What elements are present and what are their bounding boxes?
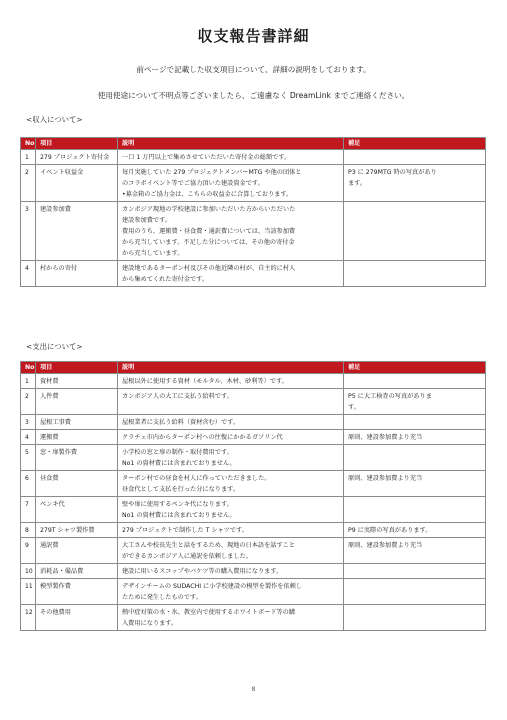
row-number: 2 bbox=[21, 165, 36, 202]
intro-line-2: 使用使途について不明点等ございましたら、ご遠慮なく DreamLink までご連絡ください。 bbox=[97, 91, 410, 100]
row-number: 3 bbox=[21, 415, 36, 430]
table-row bbox=[21, 374, 486, 389]
row-note bbox=[344, 523, 486, 538]
table-row bbox=[21, 202, 486, 261]
table-row bbox=[21, 430, 486, 445]
row-description bbox=[118, 165, 344, 202]
row-note bbox=[344, 430, 486, 445]
page-title: 収支報告書詳細 bbox=[197, 27, 310, 45]
income-table bbox=[20, 137, 486, 287]
row-description bbox=[118, 430, 344, 445]
row-note bbox=[344, 564, 486, 579]
description-line: 大工さんや校長先生と話をするため、現地の日本語を話すこと bbox=[122, 541, 296, 549]
row-note bbox=[344, 374, 486, 389]
row-item: 模型製作費 bbox=[36, 579, 118, 605]
row-description bbox=[118, 202, 344, 261]
row-item: 資材費 bbox=[36, 374, 118, 389]
row-item: 屋根工事費 bbox=[36, 415, 118, 430]
row-description bbox=[118, 261, 344, 287]
row-note bbox=[344, 579, 486, 605]
description-line: クラチェ市内からターポン村への往復にかかるガソリン代 bbox=[122, 433, 283, 441]
note-line: P9 に実際の写真があります。 bbox=[348, 526, 432, 534]
row-number: 4 bbox=[21, 261, 36, 287]
row-number: 3 bbox=[21, 202, 36, 261]
header-description: 説明 bbox=[118, 362, 344, 374]
row-description bbox=[118, 579, 344, 605]
row-description bbox=[118, 564, 344, 579]
header-no: No bbox=[21, 138, 36, 150]
header-description: 説明 bbox=[118, 138, 344, 150]
intro-line-1: 前ページで記載した収支項目について、詳細の説明をしております。 bbox=[136, 65, 371, 74]
description-line: カンボジア現地の学校建設に参加いただいた方からいただいた bbox=[122, 205, 296, 213]
description-line: 建設参加費です。 bbox=[122, 216, 172, 224]
description-line: のコラボイベント等でご協力頂いた建設資金です。 bbox=[122, 179, 264, 187]
page-number: 8 bbox=[251, 686, 256, 693]
header-note: 補足 bbox=[344, 362, 486, 374]
row-note bbox=[344, 202, 486, 261]
row-item: イベント収益金 bbox=[36, 165, 118, 202]
description-line: 建設に用いるスコップやバケツ等の購入費用になります。 bbox=[122, 567, 283, 575]
row-item: 消耗品・備品費 bbox=[36, 564, 118, 579]
row-number: 11 bbox=[21, 579, 36, 605]
description-line: たために発生したものです。 bbox=[122, 593, 202, 601]
description-line: ができるカンボジア人に通訳を依頼しました。 bbox=[122, 552, 252, 560]
row-number: 1 bbox=[21, 150, 36, 165]
description-line: •募金箱のご協力金は、こちらの収益金に合算しております。 bbox=[122, 190, 293, 198]
row-number: 5 bbox=[21, 445, 36, 471]
expense-table bbox=[20, 361, 486, 631]
table-row bbox=[21, 564, 486, 579]
row-number: 7 bbox=[21, 497, 36, 523]
row-description bbox=[118, 415, 344, 430]
description-line: No1 の資材費には含まれておりません。 bbox=[122, 511, 236, 519]
expense-header-row bbox=[21, 362, 486, 374]
row-note bbox=[344, 445, 486, 471]
row-number: 9 bbox=[21, 538, 36, 564]
table-row bbox=[21, 538, 486, 564]
row-item: 人件費 bbox=[36, 389, 118, 415]
note-line: す。 bbox=[348, 403, 360, 411]
description-line: 屋根以外に使用する資材（モルタル、木材、砂利等）です。 bbox=[122, 377, 288, 385]
description-line: 昼食代として支払を行った分になります。 bbox=[122, 485, 240, 493]
note-line: P5 に大工検査の写真がありま bbox=[348, 392, 432, 400]
row-item: その他費用 bbox=[36, 605, 118, 631]
description-line: 費用のうち、運搬費・昼食費・通訳費については、当該参加費 bbox=[122, 227, 296, 235]
row-description bbox=[118, 538, 344, 564]
description-line: 小学校の窓と扉の制作・取付費用です。 bbox=[122, 448, 233, 456]
note-line: P3 に 279MTG 時の写真があり bbox=[348, 168, 437, 176]
row-item: ペンキ代 bbox=[36, 497, 118, 523]
table-row bbox=[21, 605, 486, 631]
row-item: 279T シャツ製作費 bbox=[36, 523, 118, 538]
row-description bbox=[118, 497, 344, 523]
row-item: 窓・扉製作費 bbox=[36, 445, 118, 471]
note-line: 原則、建設参加費より充当 bbox=[348, 541, 423, 549]
row-note bbox=[344, 150, 486, 165]
description-line: 一口 1 万円以上で集めさせていただいた寄付金の総額です。 bbox=[122, 153, 291, 161]
row-note bbox=[344, 415, 486, 430]
row-description bbox=[118, 150, 344, 165]
expense-section-label: <支出について> bbox=[26, 342, 83, 351]
note-line: 原則、建設参加費より充当 bbox=[348, 474, 423, 482]
row-note bbox=[344, 605, 486, 631]
table-row bbox=[21, 165, 486, 202]
table-row bbox=[21, 415, 486, 430]
row-note bbox=[344, 165, 486, 202]
header-note: 補足 bbox=[344, 138, 486, 150]
table-row bbox=[21, 471, 486, 497]
description-line: 壁や扉に使用するペンキ代になります。 bbox=[122, 500, 233, 508]
row-number: 12 bbox=[21, 605, 36, 631]
row-item: 運搬費 bbox=[36, 430, 118, 445]
description-line: 毎月実施していた 279 プロジェクトメンバーMTG や他の団体と bbox=[122, 168, 302, 176]
header-item: 項目 bbox=[36, 362, 118, 374]
row-note bbox=[344, 261, 486, 287]
row-item: 昼食費 bbox=[36, 471, 118, 497]
row-description bbox=[118, 471, 344, 497]
table-row bbox=[21, 389, 486, 415]
table-row bbox=[21, 150, 486, 165]
header-item: 項目 bbox=[36, 138, 118, 150]
row-note bbox=[344, 389, 486, 415]
row-item: 通訳費 bbox=[36, 538, 118, 564]
description-line: ターポン村での昼食を村人に作っていただきました。 bbox=[122, 474, 271, 482]
description-line: 入費用になります。 bbox=[122, 619, 178, 627]
row-number: 8 bbox=[21, 523, 36, 538]
row-item: 村からの寄付 bbox=[36, 261, 118, 287]
row-item: 279 プロジェクト寄付金 bbox=[36, 150, 118, 165]
table-row bbox=[21, 497, 486, 523]
row-number: 4 bbox=[21, 430, 36, 445]
row-note bbox=[344, 538, 486, 564]
description-line: 建設地であるターポン村及びその他近隣の村が、自主的に村人 bbox=[122, 264, 296, 272]
table-row bbox=[21, 445, 486, 471]
row-number: 2 bbox=[21, 389, 36, 415]
row-description bbox=[118, 389, 344, 415]
row-description bbox=[118, 605, 344, 631]
description-line: から充当しています。 bbox=[122, 249, 184, 257]
row-number: 6 bbox=[21, 471, 36, 497]
table-row bbox=[21, 579, 486, 605]
row-number: 10 bbox=[21, 564, 36, 579]
row-description bbox=[118, 523, 344, 538]
description-line: から集めてくれた寄付金です。 bbox=[122, 275, 209, 283]
description-line: 屋根業者に支払う給料（資材含む）です。 bbox=[122, 418, 240, 426]
description-line: 熱中症対策の水・氷、教室内で使用するホワイトボード等の購 bbox=[122, 608, 296, 616]
note-line: ます。 bbox=[348, 179, 367, 187]
description-line: No1 の資材費には含まれておりません。 bbox=[122, 459, 236, 467]
row-number: 1 bbox=[21, 374, 36, 389]
description-line: デザインチームの SUDACHI に小学校建設の模型を製作を依頼し bbox=[122, 582, 303, 590]
header-no: No bbox=[21, 362, 36, 374]
income-section-label: <収入について> bbox=[26, 115, 83, 124]
row-description bbox=[118, 374, 344, 389]
description-line: から充当しています。不足した分については、その他の寄付金 bbox=[122, 238, 295, 246]
row-description bbox=[118, 445, 344, 471]
table-row bbox=[21, 523, 486, 538]
table-row bbox=[21, 261, 486, 287]
income-header-row bbox=[21, 138, 486, 150]
row-note bbox=[344, 471, 486, 497]
row-note bbox=[344, 497, 486, 523]
row-item: 建設参加費 bbox=[36, 202, 118, 261]
description-line: 279 プロジェクトで制作した T シャツです。 bbox=[122, 526, 248, 534]
description-line: カンボジア人の大工に支払う給料です。 bbox=[122, 392, 233, 400]
note-line: 原則、建設参加費より充当 bbox=[348, 433, 423, 441]
